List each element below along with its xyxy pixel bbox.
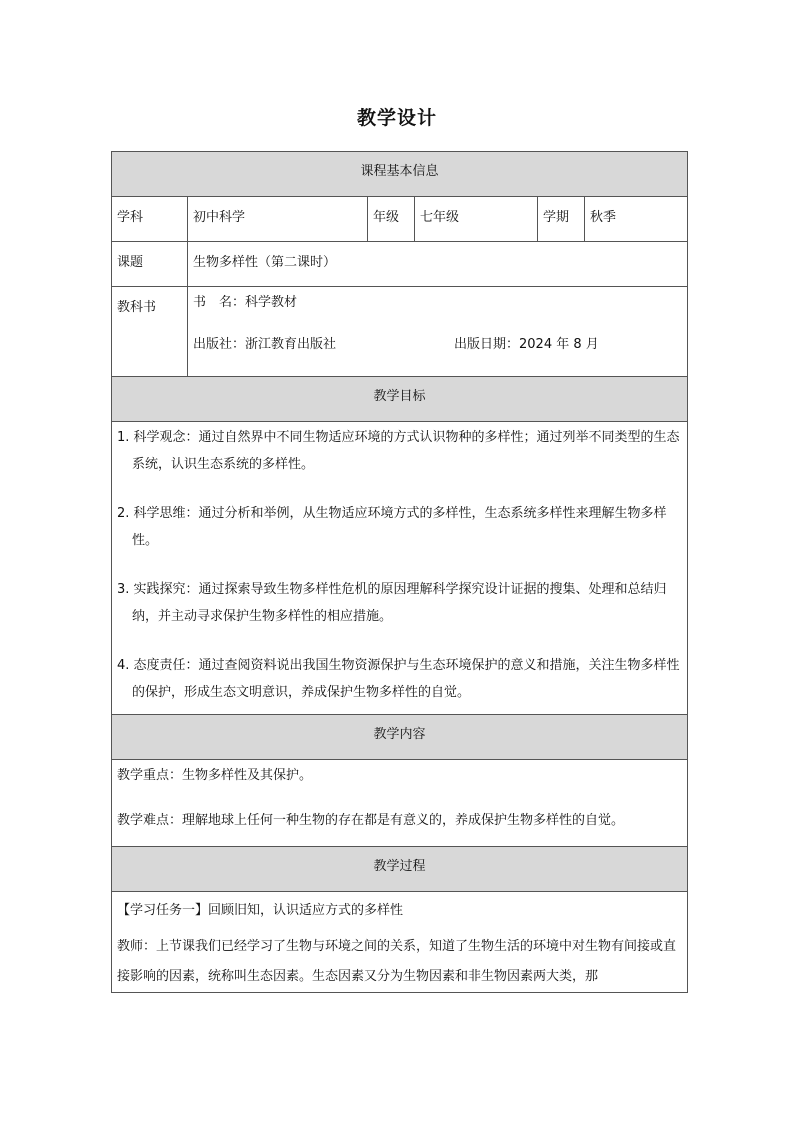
- content-row: [112, 760, 688, 847]
- publisher-line: [193, 334, 682, 356]
- key-point: 教学重点：生物多样性及其保护。: [117, 768, 313, 783]
- objectives-list: [112, 422, 688, 715]
- content-header: 教学内容: [112, 715, 688, 760]
- course-info-header: 课程基本信息: [112, 152, 688, 197]
- process-body: [112, 892, 688, 993]
- topic-row: [112, 242, 688, 287]
- textbook-row: [112, 287, 688, 377]
- objective-item: 1. 科学观念：通过自然界中不同生物适应环境的方式认识物种的多样性；通过列举不同类型的生态系统，认识生态系统的多样性。: [117, 430, 680, 472]
- publisher: 出版社：浙江教育出版社: [193, 337, 337, 352]
- content-body: [112, 760, 688, 847]
- process-row: [112, 892, 688, 993]
- topic-value: 生物多样性（第二课时）: [188, 242, 688, 287]
- objective-item: 3. 实践探究：通过探索导致生物多样性危机的原因理解科学探究设计证据的搜集、处理和总结归纳，并主动寻求保护生物多样性的相应措施。: [117, 582, 667, 624]
- publish-date: 出版日期：2024 年 8 月: [454, 337, 599, 352]
- textbook-label: 教科书: [112, 287, 188, 377]
- book-name: 书 名：科学教材: [193, 295, 298, 310]
- objectives-header-row: [112, 377, 688, 422]
- difficulty: 教学难点：理解地球上任何一种生物的存在都是有意义的，养成保护生物多样性的自觉。: [117, 813, 625, 828]
- grade-label: 年级: [368, 197, 415, 242]
- content-header-row: [112, 715, 688, 760]
- topic-label: 课题: [112, 242, 188, 287]
- process-header: 教学过程: [112, 847, 688, 892]
- term-label: 学期: [538, 197, 585, 242]
- course-info-header-row: [112, 152, 688, 197]
- subject-row: [112, 197, 688, 242]
- lesson-plan-table: [111, 151, 688, 993]
- term-value: 秋季: [585, 197, 688, 242]
- teacher-paragraph: 教师：上节课我们已经学习了生物与环境之间的关系，知道了生物生活的环境中对生物有间接或直接影响的因素，统称叫生态因素。生态因素又分为生物因素和非生物因素两大类，那: [117, 939, 677, 984]
- grade-value: 七年级: [415, 197, 538, 242]
- process-header-row: [112, 847, 688, 892]
- subject-label: 学科: [112, 197, 188, 242]
- learning-task-1: 【学习任务一】回顾旧知，认识适应方式的多样性: [117, 903, 404, 918]
- objectives-header: 教学目标: [112, 377, 688, 422]
- textbook-info: [188, 287, 688, 377]
- objectives-row: [112, 422, 688, 715]
- objective-item: 4. 态度责任：通过查阅资料说出我国生物资源保护与生态环境保护的意义和措施，关注生物多样性的保护，形成生态文明意识，养成保护生物多样性的自觉。: [117, 658, 680, 700]
- document-title: 教学设计: [356, 107, 437, 129]
- objective-item: 2. 科学思维：通过分析和举例，从生物适应环境方式的多样性，生态系统多样性来理解生物多样性。: [117, 506, 667, 548]
- subject-value: 初中科学: [188, 197, 368, 242]
